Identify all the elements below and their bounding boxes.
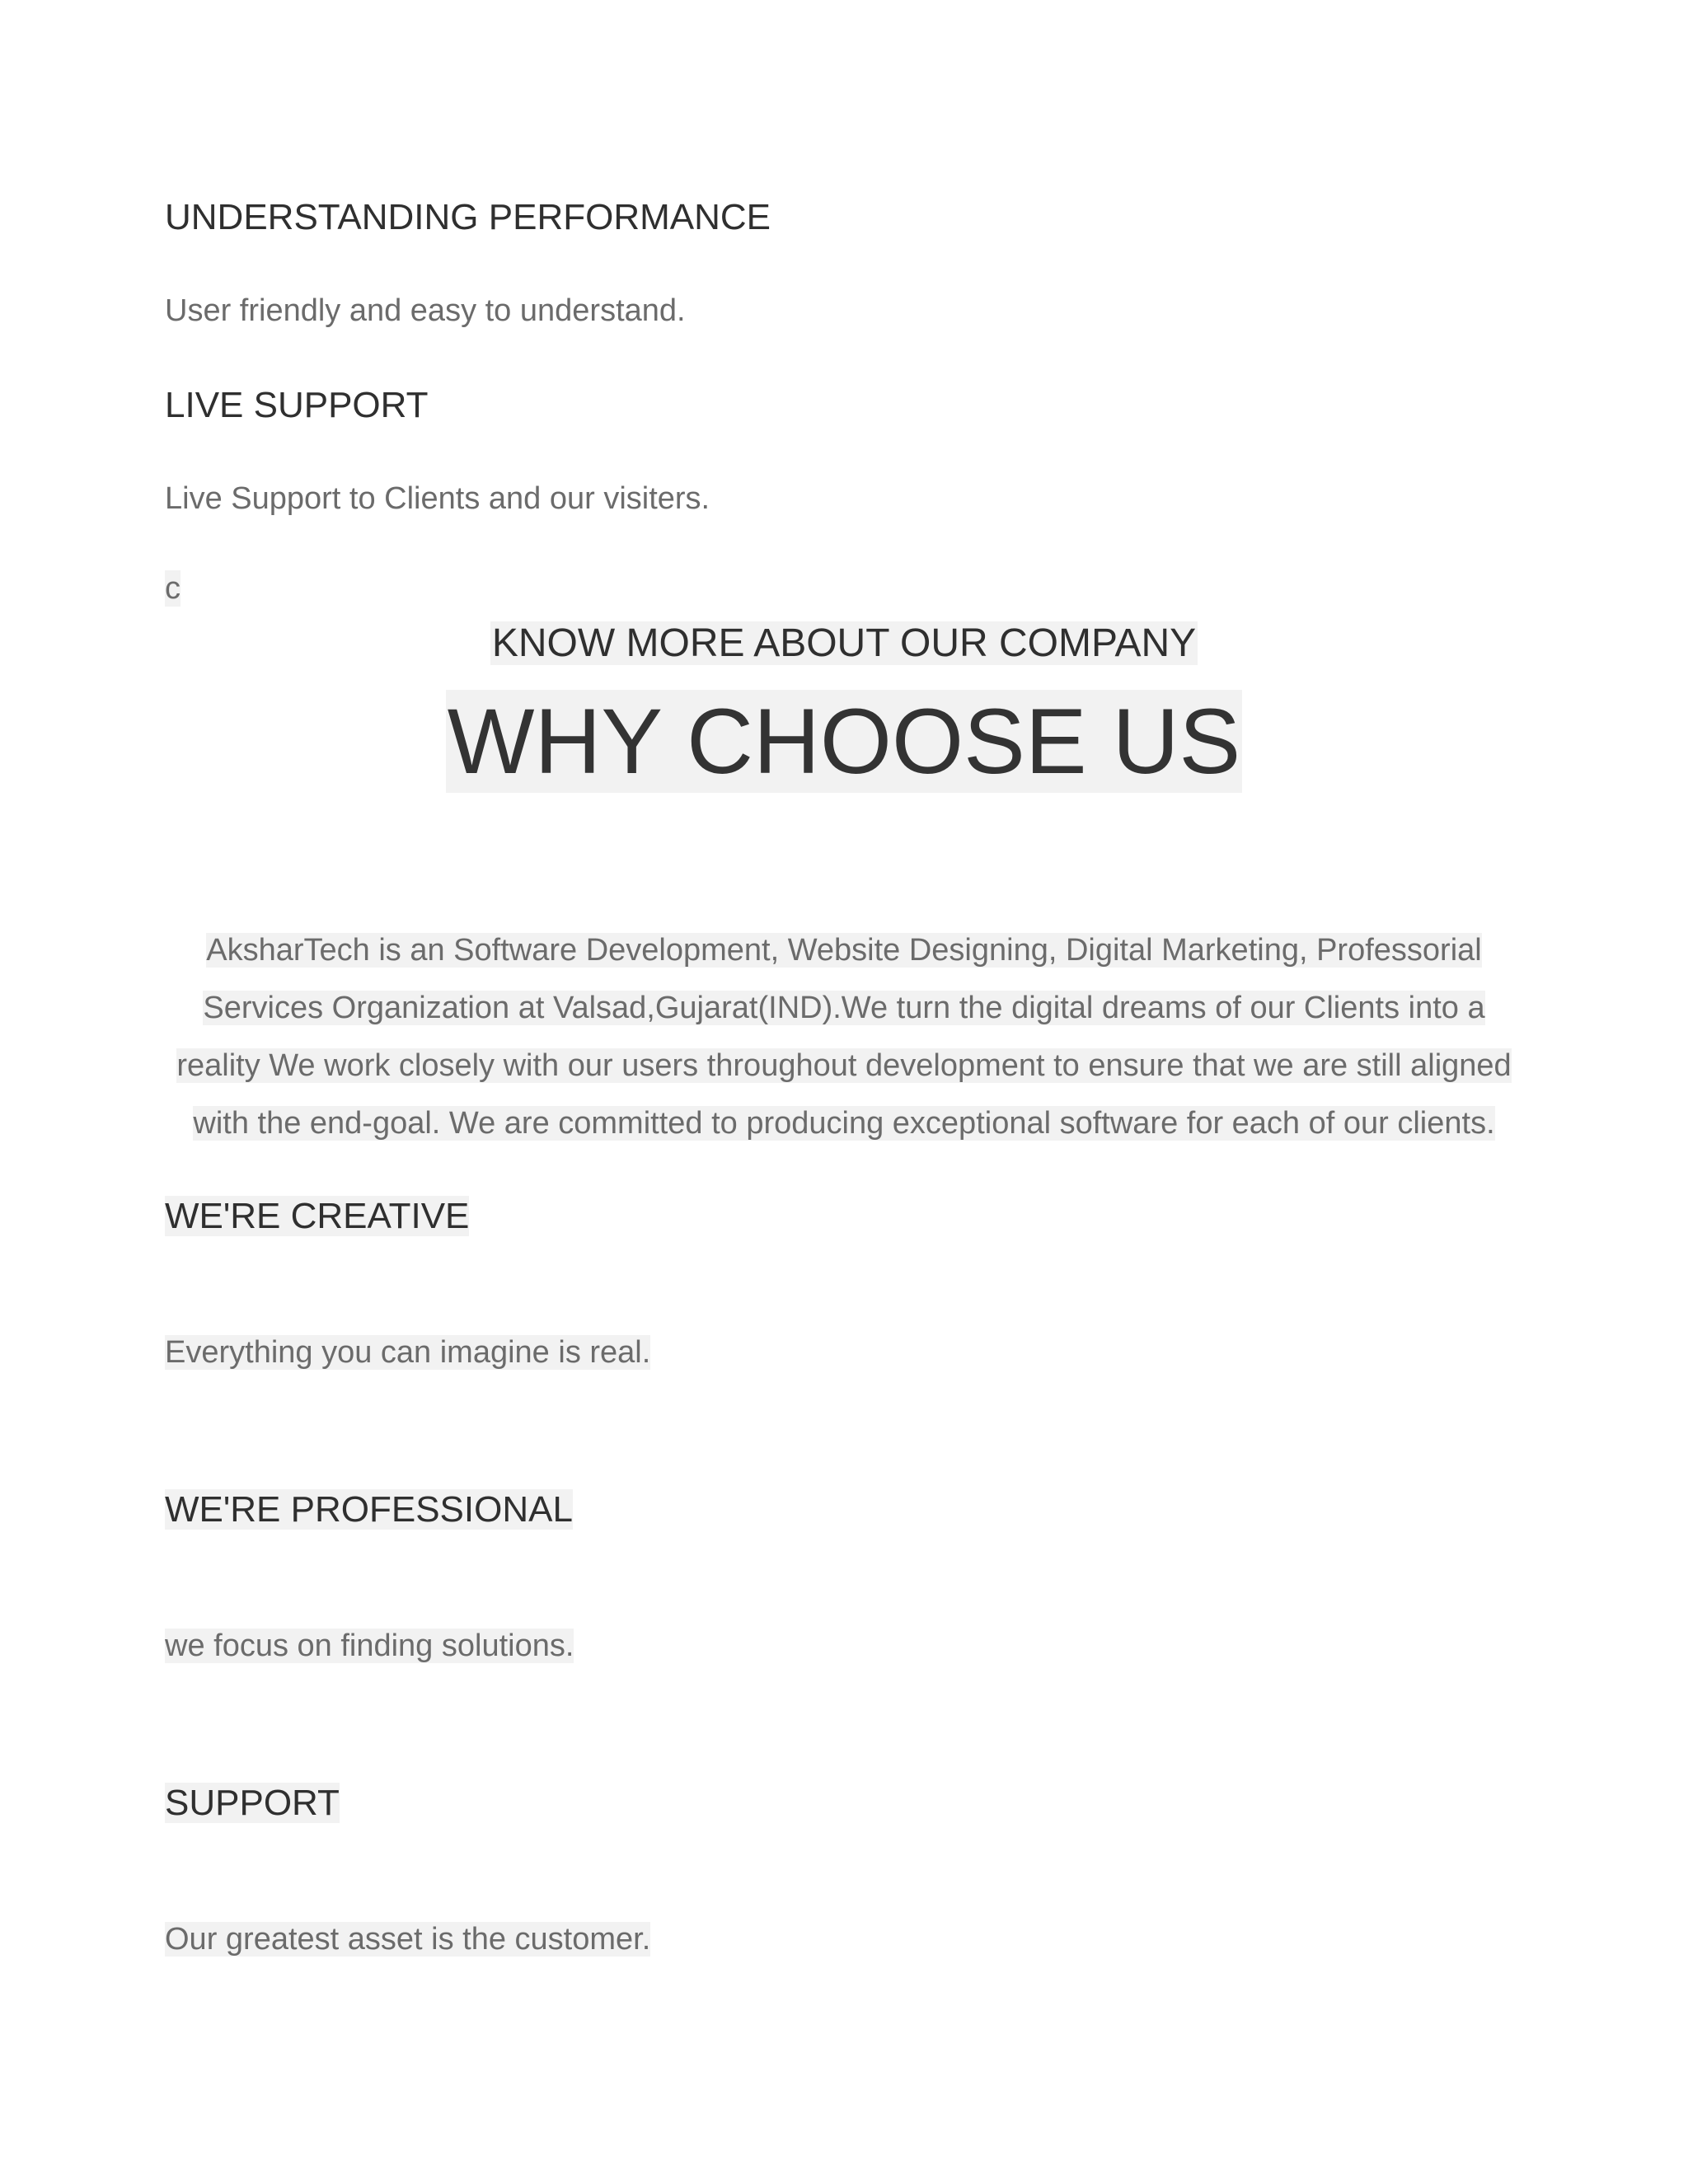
stray-text: c <box>165 571 181 606</box>
about-body: AksharTech is an Software Development, Website Designing, Digital Marketing, Professorial Services Organization at Valsad,Gujarat(IND).We turn the digital dreams of our Clients into a reality We work closely with our users throughout development to ensure that we are still aligned with the end-goal. We are committed to producing exceptional software for each of our clients. <box>176 933 1512 1141</box>
feature-text-creative <box>165 1333 650 1371</box>
feature-title-support-text: SUPPORT <box>165 1783 340 1823</box>
feature-title-creative-text: WE'RE CREATIVE <box>165 1196 470 1236</box>
about-kicker-wrap <box>0 621 1688 666</box>
feature-text-live-support: Live Support to Clients and our visiters. <box>165 481 710 516</box>
feature-title-creative <box>165 1195 469 1238</box>
about-paragraph <box>165 921 1523 1152</box>
feature-title-support <box>165 1782 340 1825</box>
about-title: WHY CHOOSE US <box>447 690 1241 793</box>
about-kicker: KNOW MORE ABOUT OUR COMPANY <box>491 621 1197 665</box>
feature-title-professional-text: WE'RE PROFESSIONAL <box>165 1489 573 1530</box>
about-title-wrap <box>0 690 1688 793</box>
feature-text-understanding-performance: User friendly and easy to understand. <box>165 293 686 328</box>
feature-text-support-content: Our greatest asset is the customer. <box>165 1922 651 1957</box>
feature-text-professional <box>165 1627 574 1665</box>
feature-title-professional <box>165 1488 573 1531</box>
feature-text-support <box>165 1920 650 1958</box>
feature-title-live-support: LIVE SUPPORT <box>165 385 429 425</box>
feature-text-creative-content: Everything you can imagine is real. <box>165 1335 651 1370</box>
feature-title-understanding-performance: UNDERSTANDING PERFORMANCE <box>165 197 771 237</box>
feature-text-professional-content: we focus on finding solutions. <box>165 1629 574 1663</box>
